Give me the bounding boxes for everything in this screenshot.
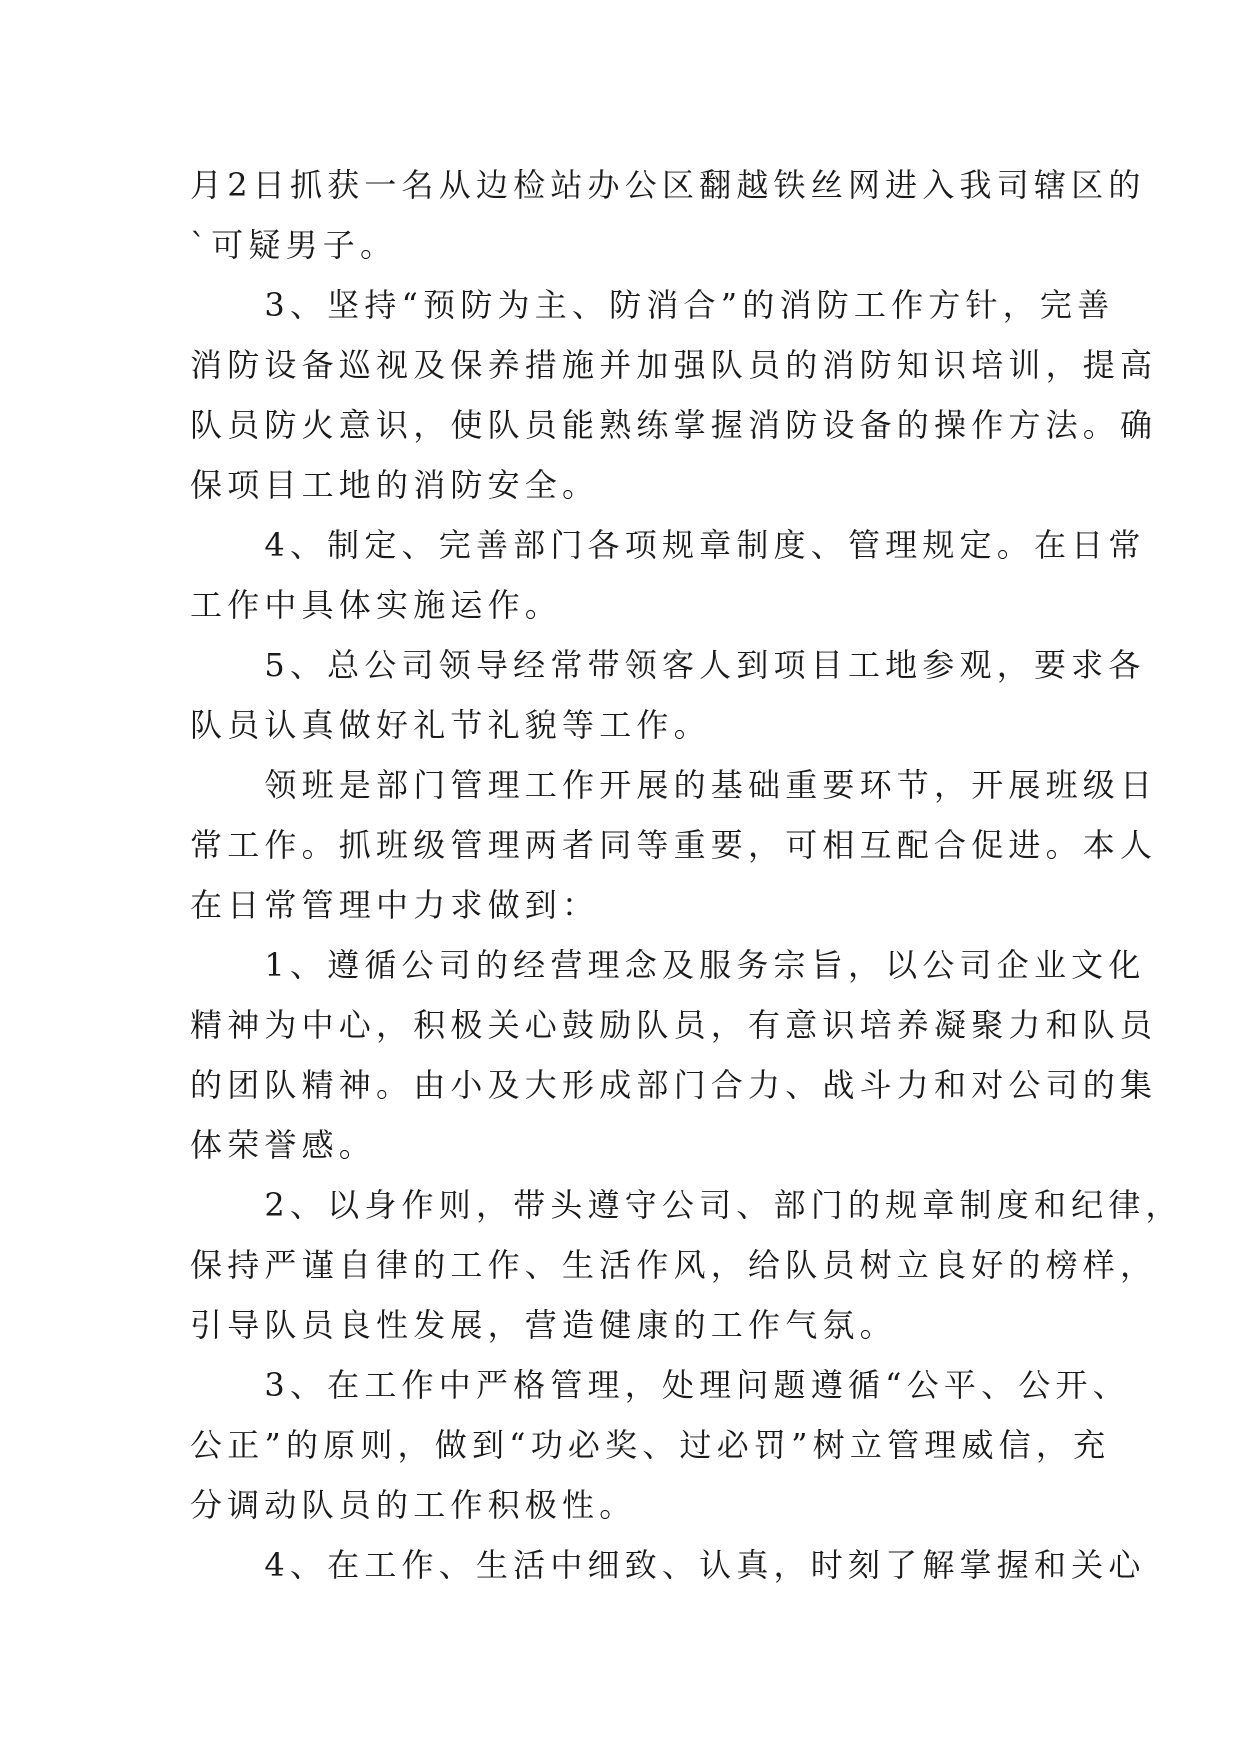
text-line: 的团队精神。由小及大形成部门合力、战斗力和对公司的集 bbox=[190, 1066, 1158, 1104]
text-line: 3、在工作中严格管理，处理问题遵循“公平、公开、 bbox=[190, 1366, 1130, 1404]
text-line: 队员认真做好礼节礼貌等工作。 bbox=[190, 706, 711, 744]
paragraph-strict-management bbox=[190, 1355, 1130, 1535]
paragraph-arrest-report bbox=[190, 155, 1146, 275]
text-line: 2、以身作则，带头遵守公司、部门的规章制度和纪律， bbox=[190, 1186, 1183, 1224]
text-line: 消防设备巡视及保养措施并加强队员的消防知识培训，提高 bbox=[190, 346, 1158, 384]
text-line: 体荣誉感。 bbox=[190, 1126, 377, 1164]
text-line: 引导队员良性发展，营造健康的工作气氛。 bbox=[190, 1306, 897, 1344]
text-line: 分调动队员的工作积极性。 bbox=[190, 1486, 637, 1524]
paragraph-etiquette bbox=[190, 635, 1146, 755]
text-line: 1、遵循公司的经营理念及服务宗旨，以公司企业文化 bbox=[190, 946, 1146, 984]
text-line: 保持严谨自律的工作、生活作风，给队员树立良好的榜样， bbox=[190, 1246, 1158, 1284]
text-line: 领班是部门管理工作开展的基础重要环节，开展班级日 bbox=[190, 766, 1158, 804]
text-line: 工作中具体实施运作。 bbox=[190, 586, 563, 624]
paragraph-regulations bbox=[190, 515, 1146, 635]
text-line: 保项目工地的消防安全。 bbox=[190, 466, 600, 504]
text-line: 队员防火意识，使队员能熟练掌握消防设备的操作方法。确 bbox=[190, 406, 1158, 444]
text-line: 3、坚持“预防为主、防消合”的消防工作方针，完善 bbox=[190, 286, 1115, 324]
paragraph-lead-by-example bbox=[190, 1175, 1183, 1355]
text-line: 4、在工作、生活中细致、认真，时刻了解掌握和关心 bbox=[190, 1546, 1146, 1584]
text-line: 月2日抓获一名从边检站办公区翻越铁丝网进入我司辖区的 bbox=[190, 166, 1146, 204]
document-body bbox=[190, 155, 1183, 1595]
paragraph-company-culture bbox=[190, 935, 1158, 1175]
text-line: 在日常管理中力求做到： bbox=[190, 886, 600, 924]
text-line: `可疑男子。 bbox=[190, 226, 398, 264]
text-line: 常工作。抓班级管理两者同等重要，可相互配合促进。本人 bbox=[190, 826, 1158, 864]
text-line: 精神为中心，积极关心鼓励队员，有意识培养凝聚力和队员 bbox=[190, 1006, 1158, 1044]
paragraph-team-leader bbox=[190, 755, 1158, 935]
paragraph-fire-safety bbox=[190, 275, 1158, 515]
paragraph-care-for-staff bbox=[190, 1535, 1146, 1595]
text-line: 公正”的原则，做到“功必奖、过必罚”树立管理威信，充 bbox=[190, 1426, 1111, 1464]
text-line: 5、总公司领导经常带领客人到项目工地参观，要求各 bbox=[190, 646, 1146, 684]
text-line: 4、制定、完善部门各项规章制度、管理规定。在日常 bbox=[190, 526, 1146, 564]
